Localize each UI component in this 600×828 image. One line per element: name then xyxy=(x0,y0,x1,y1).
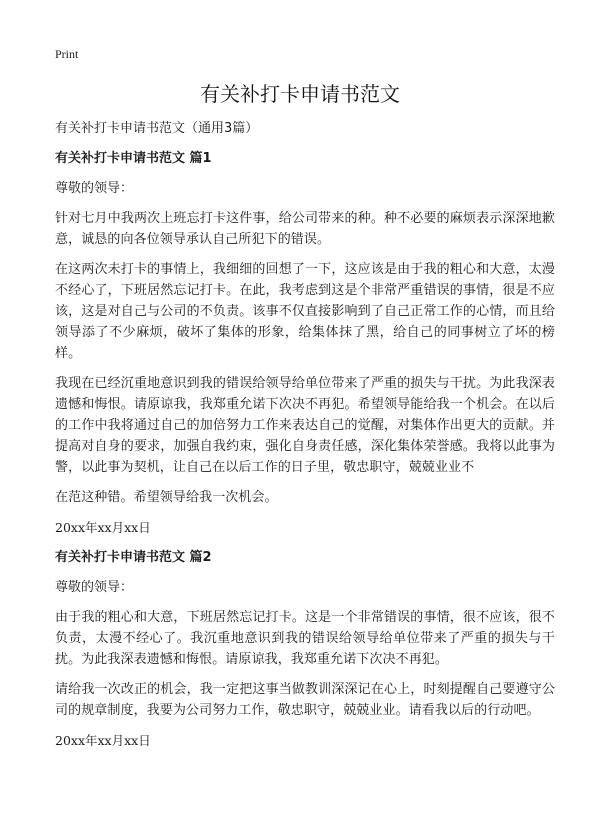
document-body xyxy=(55,118,555,760)
date-line: 20xx年xx月xx日 xyxy=(55,520,151,535)
date-line: 20xx年xx月xx日 xyxy=(55,733,151,748)
paragraph: 请给我一次改正的机会，我一定把这事当做教训深深记在心上，时刻提醒自己要遵守公司的规章制度，我要为公司努力工作，敬忠职守，兢兢业业。请看我以后的行动吧。 xyxy=(55,682,555,718)
salutation: 尊敬的领导： xyxy=(55,580,134,595)
section-heading: 有关补打卡申请书范文 篇2 xyxy=(55,550,212,565)
paragraph: 在范这种错。希望领导给我一次机会。 xyxy=(55,490,278,505)
print-label: Print xyxy=(55,47,79,61)
document-title: 有关补打卡申请书范文 xyxy=(200,82,400,106)
paragraph: 针对七月中我两次上班忘打卡这件事，给公司带来的种。种不必要的麻烦表示深深地歉意，诚恳的向各位领导承认自己所犯下的错误。 xyxy=(55,211,555,247)
section-2 xyxy=(55,547,555,751)
section-heading: 有关补打卡申请书范文 篇1 xyxy=(55,151,212,166)
paragraph: 在这两次未打卡的事情上，我细细的回想了一下，这应该是由于我的粗心和大意，太漫不经心了，下班居然忘记打卡。在此，我考虑到这是个非常严重错误的事情，很是不应该，这是对自己与公司的不负责。该事不仅直接影响到了自己正常工作的心情，而且给领导添了不少麻烦，破坏了集体的形象，给集体抹了黑，给自己的同事树立了坏的榜样。 xyxy=(55,262,555,361)
salutation: 尊敬的领导： xyxy=(55,181,134,196)
document-subtitle: 有关补打卡申请书范文（通用3篇） xyxy=(55,121,259,136)
paragraph: 我现在已经沉重地意识到我的错误给领导给单位带来了严重的损失与干扰。为此我深表遗憾和悔恨。请原谅我，我郑重允诺下次决不再犯。希望领导能给我一个机会。在以后的工作中我将通过自己的加倍努力工作来表达自己的觉醒，对集体作出更大的贡献。并提高对自身的要求，加强自我约束，强化自身责任感，深化集体荣誉感。我将以此事为警，以此事为契机，让自己在以后工作的日子里，敬忠职守，兢兢业业不 xyxy=(55,376,555,475)
paragraph: 由于我的粗心和大意，下班居然忘记打卡。这是一个非常错误的事情，很不应该，很不负责，太漫不经心了。我沉重地意识到我的错误给领导给单位带来了严重的损失与干扰。为此我深表遗憾和悔恨。请原谅我，我郑重允诺下次决不再犯。 xyxy=(55,610,555,667)
section-1 xyxy=(55,148,555,538)
